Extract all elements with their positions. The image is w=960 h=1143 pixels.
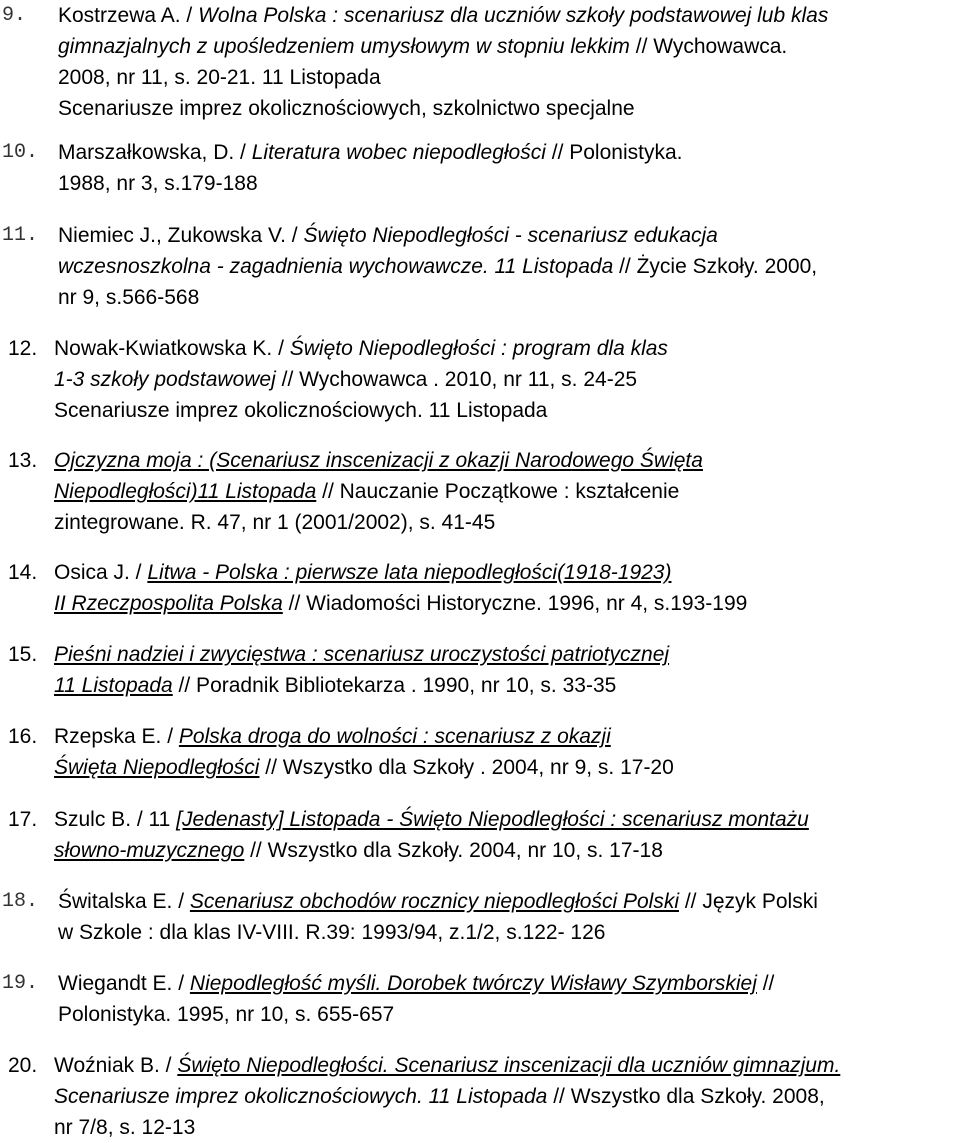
- citation-text: // Poradnik Bibliotekarza . 1990, nr 10, s. 33-35: [172, 674, 617, 697]
- citation-title: Święto Niepodległości. Scenariusz inscenizacji dla uczniów gimnazjum.: [177, 1054, 841, 1077]
- citation-title: Święto Niepodległości - scenariusz edukacja: [303, 224, 718, 247]
- citation-title: Literatura wobec niepodległości: [251, 141, 546, 164]
- citation-line: [54, 804, 954, 835]
- entry-number: 16.: [8, 725, 38, 748]
- citation-title: Scenariusz obchodów rocznicy niepodległości Polski: [189, 890, 679, 913]
- entry-citation: [54, 639, 954, 701]
- citation-line: [54, 476, 954, 507]
- entry-citation: [54, 445, 954, 538]
- citation-line: [54, 507, 954, 538]
- entry-number: 17.: [8, 808, 38, 831]
- entry-number: 14.: [8, 561, 38, 584]
- citation-line: [54, 752, 954, 783]
- citation-title: II Rzeczpospolita Polska: [54, 592, 283, 615]
- citation-text: // Wszystko dla Szkoły . 2004, nr 9, s. 17-20: [259, 756, 674, 779]
- citation-text: // Wiadomości Historyczne. 1996, nr 4, s.193-199: [282, 592, 748, 615]
- citation-text: w Szkole : dla klas IV-VIII. R.39: 1993/94, z.1/2, s.122- 126: [58, 921, 606, 944]
- citation-text: Niemiec J., Zukowska V. /: [58, 224, 304, 247]
- citation-title: Święto Niepodległości : program dla klas: [289, 337, 668, 360]
- citation-line: [58, 62, 954, 93]
- citation-title: słowno-muzycznego: [54, 839, 245, 862]
- citation-text: Woźniak B. /: [54, 1054, 178, 1077]
- citation-line: [58, 137, 954, 168]
- citation-title: Święta Niepodległości: [54, 756, 260, 779]
- citation-title: Pieśni nadziei i zwycięstwa : scenariusz uroczystości patriotycznej: [54, 643, 670, 666]
- citation-text: // Polonistyka.: [545, 141, 683, 164]
- entry-number: 15.: [8, 643, 38, 666]
- entry-number: 20.: [8, 1054, 38, 1077]
- citation-text: Szulc B. / 11: [54, 808, 177, 831]
- citation-line: [58, 220, 954, 251]
- citation-text: nr 9, s.566-568: [58, 286, 200, 309]
- citation-text: // Życie Szkoły. 2000,: [613, 255, 818, 278]
- citation-text: // Wszystko dla Szkoły. 2008,: [547, 1085, 825, 1108]
- citation-text: Świtalska E. /: [58, 890, 190, 913]
- entry-citation: [58, 220, 954, 313]
- entry-citation: [54, 804, 954, 866]
- citation-text: // Wychowawca . 2010, nr 11, s. 24-25: [275, 368, 638, 391]
- citation-line: [58, 31, 954, 62]
- entry-number: 11.: [2, 224, 39, 247]
- citation-text: // Język Polski: [678, 890, 818, 913]
- citation-title: Ojczyzna moja : (Scenariusz inscenizacji z okazji Narodowego Święta: [54, 449, 703, 472]
- citation-title: wczesnoszkolna - zagadnienia wychowawcze. 11 Listopada: [58, 255, 614, 278]
- citation-line: [58, 282, 954, 313]
- citation-line: [58, 917, 954, 948]
- citation-line: [54, 670, 954, 701]
- citation-text: //: [756, 972, 775, 995]
- citation-line: [54, 1081, 954, 1112]
- citation-line: [54, 588, 954, 619]
- entry-number: 13.: [8, 449, 38, 472]
- citation-text: nr 7/8, s. 12-13: [54, 1116, 196, 1139]
- citation-text: // Nauczanie Początkowe : kształcenie: [316, 480, 680, 503]
- entry-number: 9.: [2, 4, 27, 27]
- entry-citation: [58, 968, 954, 1030]
- entry-citation: [54, 1050, 954, 1143]
- citation-line: [58, 168, 954, 199]
- citation-text: Wiegandt E. /: [58, 972, 190, 995]
- citation-line: [54, 445, 954, 476]
- entry-citation: [54, 557, 954, 619]
- citation-text: // Wychowawca.: [629, 35, 788, 58]
- citation-line: [58, 93, 954, 124]
- citation-line: [54, 1112, 954, 1143]
- citation-line: [58, 999, 954, 1030]
- citation-line: [54, 364, 954, 395]
- citation-text: Nowak-Kwiatkowska K. /: [54, 337, 290, 360]
- citation-line: [54, 1050, 954, 1081]
- citation-line: [58, 0, 954, 31]
- entry-citation: [58, 137, 954, 199]
- citation-line: [58, 251, 954, 282]
- entry-citation: [58, 886, 954, 948]
- citation-title: gimnazjalnych z upośledzeniem umysłowym w stopniu lekkim: [58, 35, 630, 58]
- citation-title: [Jedenasty] Listopada - Święto Niepodległości : scenariusz montażu: [176, 808, 809, 831]
- citation-title: Litwa - Polska : pierwsze lata niepodległości(1918-1923): [147, 561, 672, 584]
- citation-text: zintegrowane. R. 47, nr 1 (2001/2002), s. 41-45: [54, 511, 496, 534]
- citation-line: [54, 835, 954, 866]
- entry-number: 18.: [2, 890, 39, 913]
- entry-citation: [54, 333, 954, 426]
- citation-line: [54, 639, 954, 670]
- citation-text: Kostrzewa A. /: [58, 4, 199, 27]
- citation-line: [54, 395, 954, 426]
- citation-text: Osica J. /: [54, 561, 148, 584]
- citation-title: Scenariusze imprez okolicznościowych. 11 Listopada: [54, 1085, 548, 1108]
- citation-text: Marszałkowska, D. /: [58, 141, 252, 164]
- citation-line: [54, 721, 954, 752]
- citation-text: Scenariusze imprez okolicznościowych. 11 Listopada: [54, 399, 548, 422]
- citation-title: Polska droga do wolności : scenariusz z okazji: [178, 725, 611, 748]
- citation-title: Wolna Polska : scenariusz dla uczniów szkoły podstawowej lub klas: [198, 4, 829, 27]
- citation-line: [58, 886, 954, 917]
- entry-number: 19.: [2, 972, 39, 995]
- entry-number: 10.: [2, 141, 39, 164]
- entry-citation: [54, 721, 954, 783]
- citation-text: 2008, nr 11, s. 20-21. 11 Listopada: [58, 66, 381, 89]
- citation-title: 1-3 szkoły podstawowej: [54, 368, 276, 391]
- citation-text: 1988, nr 3, s.179-188: [58, 172, 258, 195]
- citation-title: 11 Listopada: [54, 674, 173, 697]
- entry-number: 12.: [8, 337, 38, 360]
- citation-title: Niepodległość myśli. Dorobek twórczy Wisławy Szymborskiej: [189, 972, 757, 995]
- citation-line: [54, 333, 954, 364]
- citation-text: // Wszystko dla Szkoły. 2004, nr 10, s. 17-18: [244, 839, 663, 862]
- citation-text: Scenariusze imprez okolicznościowych, szkolnictwo specjalne: [58, 97, 635, 120]
- citation-line: [54, 557, 954, 588]
- citation-text: Rzepska E. /: [54, 725, 179, 748]
- citation-title: Niepodległości)11 Listopada: [54, 480, 317, 503]
- citation-line: [58, 968, 954, 999]
- entry-citation: [58, 0, 954, 124]
- citation-text: Polonistyka. 1995, nr 10, s. 655-657: [58, 1003, 395, 1026]
